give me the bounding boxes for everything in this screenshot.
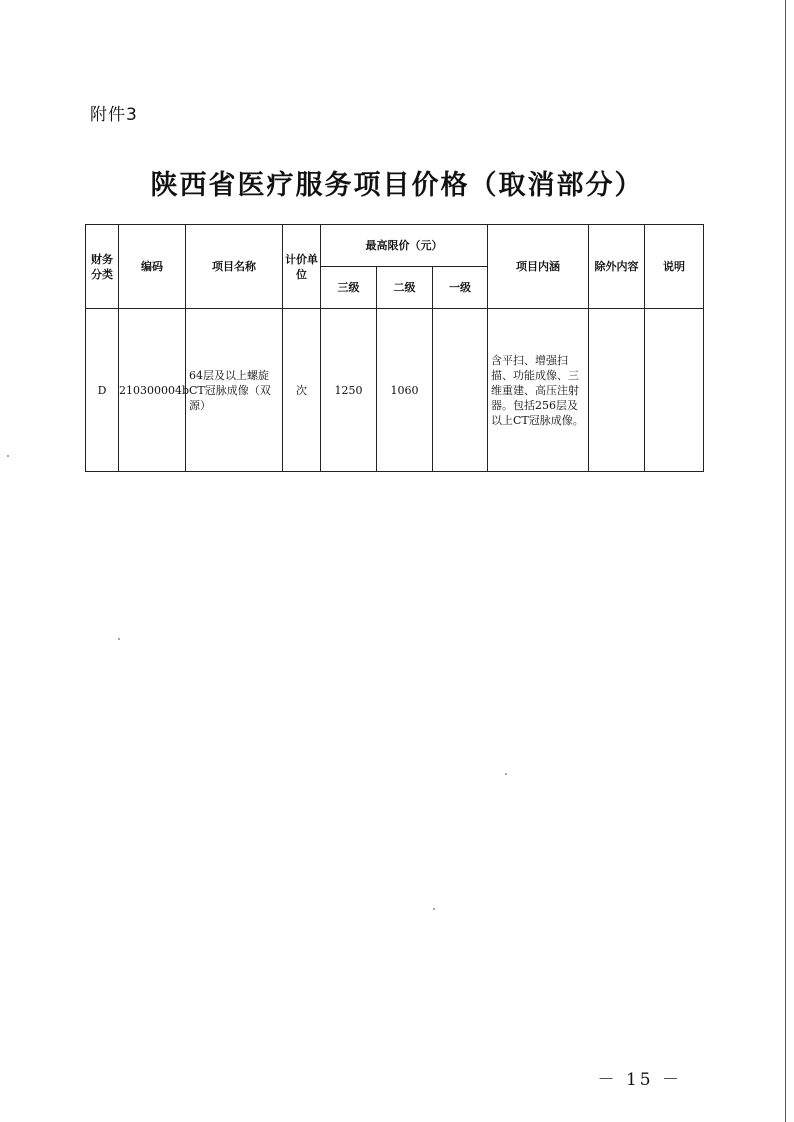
attachment-label: 附件3 xyxy=(90,105,138,125)
scan-speck xyxy=(505,773,507,775)
header-row-1 xyxy=(86,225,704,267)
header-max-price: 最高限价（元） xyxy=(321,225,488,267)
cell-unit: 次 xyxy=(283,309,321,472)
scan-edge-line xyxy=(785,0,786,1122)
cell-finance-category: D xyxy=(86,309,119,472)
page-number: － 15 － xyxy=(597,1070,682,1090)
document-title: 陕西省医疗服务项目价格（取消部分） xyxy=(150,170,644,201)
header-notes: 说明 xyxy=(645,225,704,309)
scan-speck xyxy=(7,455,9,457)
cell-level2: 1060 xyxy=(377,309,433,472)
price-table xyxy=(85,224,704,472)
scan-speck xyxy=(118,638,120,640)
header-finance-category: 财务分类 xyxy=(86,225,119,309)
header-item-name: 项目名称 xyxy=(186,225,283,309)
cell-level1 xyxy=(433,309,488,472)
cell-item-name: 64层及以上螺旋CT冠脉成像（双源） xyxy=(186,309,283,472)
cell-exclusions xyxy=(589,309,645,472)
header-level2: 二级 xyxy=(377,267,433,309)
header-exclusions: 除外内容 xyxy=(589,225,645,309)
table-row xyxy=(86,309,704,472)
scan-speck xyxy=(433,908,435,910)
cell-content: 含平扫、增强扫描、功能成像、三维重建、高压注射器。包括256层及以上CT冠脉成像。 xyxy=(488,309,589,472)
cell-code: 210300004b xyxy=(119,309,186,472)
header-unit: 计价单位 xyxy=(283,225,321,309)
cell-level3: 1250 xyxy=(321,309,377,472)
header-level3: 三级 xyxy=(321,267,377,309)
cell-notes xyxy=(645,309,704,472)
header-code: 编码 xyxy=(119,225,186,309)
header-content: 项目内涵 xyxy=(488,225,589,309)
header-level1: 一级 xyxy=(433,267,488,309)
